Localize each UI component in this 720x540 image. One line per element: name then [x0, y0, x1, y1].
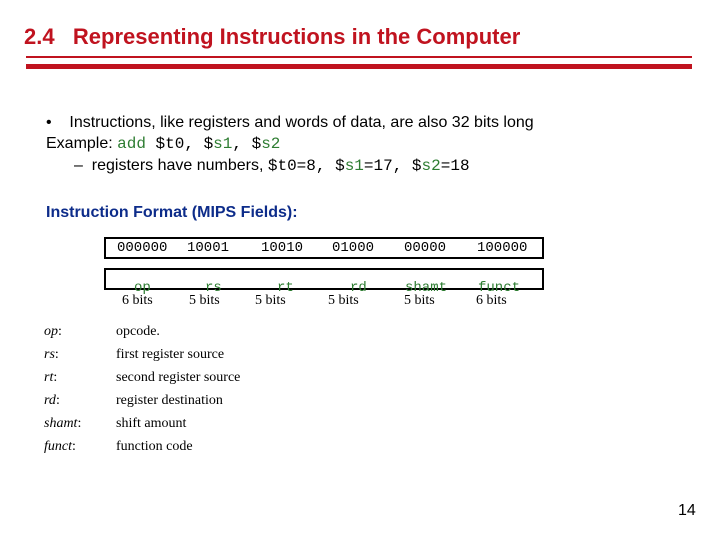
definition-term	[44, 393, 60, 409]
field-name-rs: rs	[205, 280, 222, 296]
example-label: Example:	[46, 135, 118, 152]
term-colon: :	[55, 393, 60, 408]
instruction-format-heading: Instruction Format (MIPS Fields):	[46, 204, 298, 221]
term-colon: :	[54, 347, 59, 362]
term-funct: funct	[44, 439, 72, 454]
field-value-shamt: 00000	[404, 240, 447, 256]
bullet-text: Instructions, like registers and words of data, are also 32 bits long	[69, 114, 534, 131]
title-divider-thin	[26, 56, 692, 58]
field-name-op: op	[134, 280, 151, 296]
term-colon: :	[53, 370, 58, 385]
field-name-rd: rd	[350, 280, 367, 296]
term-op: op	[44, 324, 58, 339]
definition-description: first register source	[116, 347, 225, 362]
bullet-marker: •	[46, 114, 52, 131]
definition-description: second register source	[116, 370, 241, 385]
field-name-shamt: shamt	[405, 280, 448, 296]
field-bits-rs: 5 bits	[189, 293, 220, 308]
example-line	[46, 135, 280, 153]
field-value-funct: 100000	[477, 240, 528, 256]
term-rt: rt	[44, 370, 54, 385]
definition-term	[44, 439, 76, 455]
sub-t0: $t0=8,	[267, 157, 336, 175]
field-name-rt: rt	[277, 280, 294, 296]
example-reg-t0: $t0	[155, 135, 185, 153]
term-colon: :	[77, 416, 82, 431]
example-reg-s1-name: s1	[213, 135, 233, 153]
slide-title: 2.4 Representing Instructions in the Computer	[24, 24, 521, 49]
definition-description: shift amount	[116, 416, 187, 431]
page-number: 14	[678, 502, 696, 519]
field-value-rs: 10001	[187, 240, 230, 256]
term-shamt: shamt	[44, 416, 78, 431]
sub-s1-name: s1	[344, 157, 364, 175]
term-rd: rd	[44, 393, 56, 408]
sub-s2-name: s2	[421, 157, 441, 175]
term-colon: :	[58, 324, 62, 339]
term-rs: rs	[44, 347, 55, 362]
sub-text: registers have numbers,	[91, 157, 268, 174]
example-instruction: add	[117, 135, 156, 153]
field-value-rt: 10010	[261, 240, 304, 256]
field-bits-op: 6 bits	[122, 293, 153, 308]
term-colon: :	[72, 439, 76, 454]
example-reg-s1-prefix: $	[203, 135, 214, 153]
definition-term	[44, 370, 57, 386]
sub-dash: –	[74, 157, 83, 174]
definition-term	[44, 347, 59, 363]
sub-s2-prefix: $	[411, 157, 422, 175]
field-value-rd: 01000	[332, 240, 375, 256]
example-sep-2: ,	[232, 135, 252, 153]
sub-s2-value: =18	[440, 157, 470, 175]
example-reg-s2-name: s2	[261, 135, 281, 153]
definition-description: opcode.	[116, 324, 160, 339]
field-name-funct: funct	[478, 280, 521, 296]
bullet-point	[46, 114, 534, 132]
title-divider-thick	[26, 64, 692, 69]
field-bits-rd: 5 bits	[328, 293, 359, 308]
definition-term	[44, 324, 62, 340]
register-numbers-line	[74, 157, 470, 175]
definition-term	[44, 416, 81, 432]
sub-s1-value: =17,	[363, 157, 412, 175]
definition-description: function code	[116, 439, 193, 454]
definition-description: register destination	[116, 393, 223, 408]
field-value-op: 000000	[117, 240, 168, 256]
field-bits-shamt: 5 bits	[404, 293, 435, 308]
field-bits-funct: 6 bits	[476, 293, 507, 308]
example-sep-1: ,	[184, 135, 204, 153]
example-reg-s2-prefix: $	[251, 135, 262, 153]
field-bits-rt: 5 bits	[255, 293, 286, 308]
sub-s1-prefix: $	[335, 157, 345, 175]
